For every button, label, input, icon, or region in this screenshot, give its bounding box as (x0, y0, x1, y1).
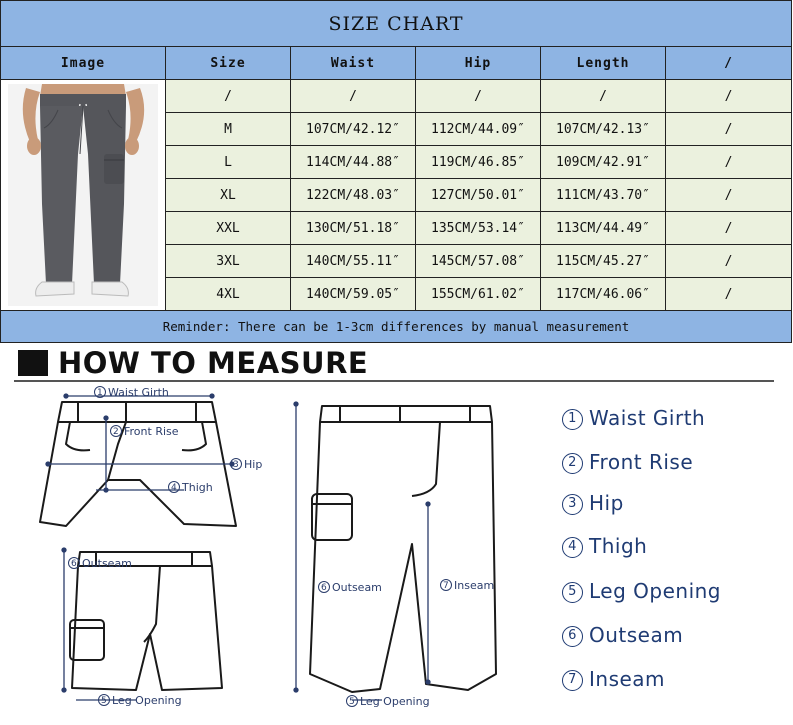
reminder-note: Reminder: There can be 1-3cm differences by manual measurement (1, 311, 792, 343)
header-hip: Hip (416, 47, 541, 80)
size-chart-table (0, 0, 792, 343)
cell-waist: 122CM/48.03″ (291, 179, 416, 212)
cell-waist: / (291, 80, 416, 113)
cell-waist: 140CM/59.05″ (291, 278, 416, 311)
inseam-long-label-num: 7 (443, 581, 449, 591)
outseam-short-label-num: 6 (71, 559, 77, 569)
cell-size: 3XL (166, 245, 291, 278)
front-rise-label: Front Rise (124, 425, 179, 438)
header-row (1, 47, 792, 80)
cargo-pants-photo (8, 84, 158, 306)
cell-waist: 107CM/42.12″ (291, 113, 416, 146)
cell-hip: 155CM/61.02″ (416, 278, 541, 311)
thigh-label-num: 4 (171, 483, 177, 493)
cell-waist: 114CM/44.88″ (291, 146, 416, 179)
cell-hip: 119CM/46.85″ (416, 146, 541, 179)
legend-item-outseam: 6 Outseam (562, 623, 683, 647)
cell-waist: 140CM/55.11″ (291, 245, 416, 278)
cell-length: 115CM/45.27″ (541, 245, 666, 278)
inseam-long-label: Inseam (454, 579, 495, 592)
hip-label: Hip (244, 458, 263, 471)
cell-hip: 127CM/50.01″ (416, 179, 541, 212)
legend-item-hip: 3 Hip (562, 491, 624, 515)
cell-size: XXL (166, 212, 291, 245)
cell-hip: 135CM/53.14″ (416, 212, 541, 245)
cell-hip: / (416, 80, 541, 113)
header-image: Image (1, 47, 166, 80)
cell-extra: / (666, 146, 792, 179)
cell-extra: / (666, 80, 792, 113)
outseam-long-label-num: 6 (321, 583, 327, 593)
measure-diagram (0, 344, 560, 725)
front-rise-label-num: 2 (113, 427, 119, 437)
leg-opening-short-label: Leg Opening (112, 694, 182, 707)
cell-length: / (541, 80, 666, 113)
legend-item-waist-girth: 1 Waist Girth (562, 406, 705, 430)
cell-size: 4XL (166, 278, 291, 311)
legend-item-leg-opening: 5 Leg Opening (562, 579, 721, 603)
leg-opening-short-label-num: 5 (101, 696, 107, 706)
how-to-measure-section (0, 344, 793, 725)
legend-item-thigh: 4 Thigh (562, 534, 647, 558)
leg-opening-long-label: Leg Opening (360, 695, 430, 708)
cell-hip: 145CM/57.08″ (416, 245, 541, 278)
cell-hip: 112CM/44.09″ (416, 113, 541, 146)
header-waist: Waist (291, 47, 416, 80)
outseam-long-label: Outseam (332, 581, 382, 594)
cell-size: / (166, 80, 291, 113)
table-row (1, 80, 792, 113)
legend-item-inseam: 7 Inseam (562, 667, 665, 691)
cell-length: 111CM/43.70″ (541, 179, 666, 212)
legend-item-front-rise: 2 Front Rise (562, 450, 693, 474)
cell-extra: / (666, 245, 792, 278)
cell-size: L (166, 146, 291, 179)
cell-extra: / (666, 212, 792, 245)
cell-extra: / (666, 179, 792, 212)
chart-title: SIZE CHART (1, 1, 792, 47)
how-to-measure-title: HOW TO MEASURE (58, 346, 369, 380)
waist-label: Waist Girth (108, 386, 169, 399)
cell-length: 113CM/44.49″ (541, 212, 666, 245)
hip-label-num: 3 (233, 460, 239, 470)
cell-extra: / (666, 113, 792, 146)
outseam-short-label: Outseam (82, 557, 132, 570)
cell-size: XL (166, 179, 291, 212)
cell-length: 117CM/46.06″ (541, 278, 666, 311)
cell-length: 107CM/42.13″ (541, 113, 666, 146)
header-length: Length (541, 47, 666, 80)
header-extra: / (666, 47, 792, 80)
cell-extra: / (666, 278, 792, 311)
product-image-cell (1, 80, 166, 311)
thigh-label: Thigh (182, 481, 213, 494)
waist-label-num: 1 (97, 388, 103, 398)
header-size: Size (166, 47, 291, 80)
cell-waist: 130CM/51.18″ (291, 212, 416, 245)
cell-size: M (166, 113, 291, 146)
cell-length: 109CM/42.91″ (541, 146, 666, 179)
leg-opening-long-label-num: 5 (349, 697, 355, 707)
